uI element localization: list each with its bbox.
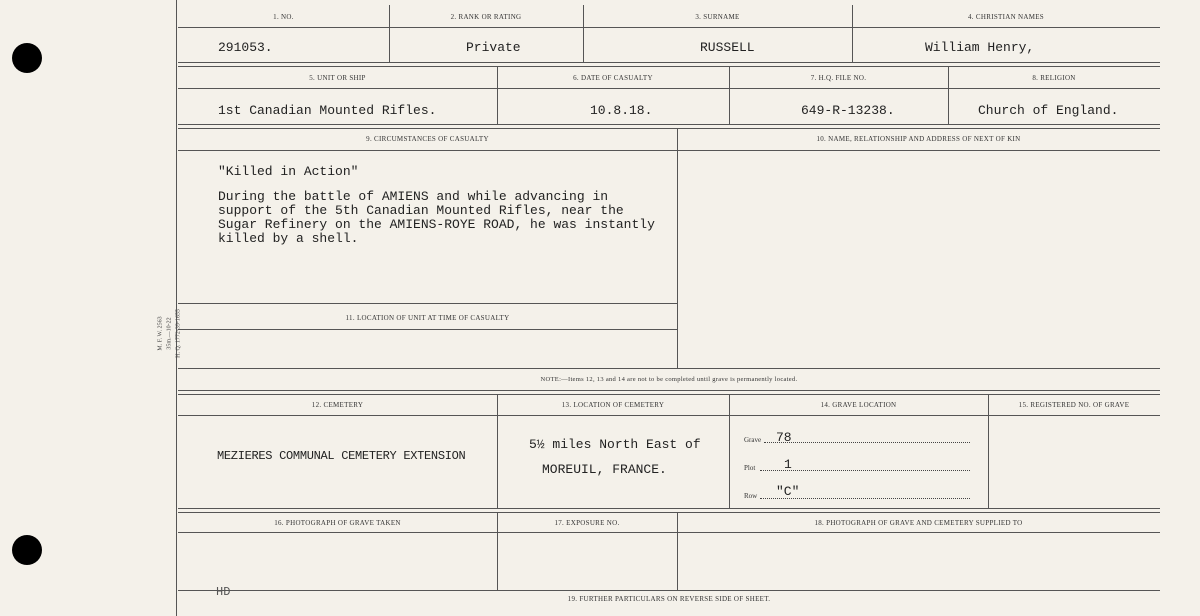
rule [178,368,1160,369]
header-file: 7. H.Q. FILE NO. [810,74,867,82]
plot-label: Plot [744,464,756,472]
line: During the battle of AMIENS and while advancing in [218,189,609,204]
margin-text: 35m.—10-22 [166,317,173,350]
rule [178,508,1160,513]
circumstances-title: "Killed in Action" [218,164,359,179]
grave-label: Grave [744,436,762,444]
rank: Private [466,40,521,55]
religion: Church of England. [978,103,1119,118]
header-grave-location: 14. GRAVE LOCATION [820,401,897,409]
margin-text: H. Q. 1772-39-1655 [175,309,182,358]
header-next-of-kin: 10. NAME, RELATIONSHIP AND ADDRESS OF NEXT OF KIN [816,135,1021,143]
file-number: 649-R-13238. [801,103,895,118]
dotted-rule [764,442,970,443]
rule [178,590,1160,591]
row-label: Row [744,492,758,500]
cemetery-location-line1: 5½ miles North East of [529,437,701,452]
rule [497,394,498,508]
header-religion: 8. RELIGION [1032,74,1076,82]
rule [178,532,1160,533]
header-surname: 3. SURNAME [695,13,740,21]
cemetery-location-line2: MOREUIL, FRANCE. [542,462,667,477]
header-unit: 5. UNIT OR SHIP [309,74,366,82]
date-of-casualty: 10.8.18. [590,103,653,118]
header-rank: 2. RANK OR RATING [450,13,522,21]
line: Sugar Refinery on the AMIENS-ROYE ROAD, he was instantly [218,217,655,232]
grave-number: 78 [776,430,792,445]
rule [677,128,678,368]
header-exposure: 17. EXPOSURE NO. [554,519,620,527]
further-particulars: 19. FURTHER PARTICULARS ON REVERSE SIDE OF SHEET. [567,595,771,603]
header-christian-names: 4. CHRISTIAN NAMES [968,13,1044,21]
row-value: "C" [776,484,800,499]
header-photo-supplied: 18. PHOTOGRAPH OF GRAVE AND CEMETERY SUPPLIED TO [814,519,1023,527]
surname: RUSSELL [700,40,755,55]
punch-hole [12,535,42,565]
rule [988,394,989,508]
initials: HD [216,585,231,599]
header-date: 6. DATE OF CASUALTY [573,74,653,82]
plot-number: 1 [784,457,792,472]
unit: 1st Canadian Mounted Rifles. [218,103,437,118]
header-photo-taken: 16. PHOTOGRAPH OF GRAVE TAKEN [274,519,401,527]
circumstances-text [218,190,655,246]
header-cemetery: 12. CEMETERY [311,401,364,409]
rule [178,415,1160,416]
christian-names: William Henry, [925,40,1035,55]
rule [178,329,677,330]
header-circumstances: 9. CIRCUMSTANCES OF CASUALTY [366,135,489,143]
header-cemetery-location: 13. LOCATION OF CEMETERY [561,401,665,409]
rule [178,390,1160,395]
margin-text: M. F. W. 2563 [157,316,164,351]
rule [178,124,1160,129]
line: support of the 5th Canadian Mounted Rifles, near the [218,203,624,218]
note: NOTE:—Items 12, 13 and 14 are not to be completed until grave is permanently located. [540,376,798,383]
line: killed by a shell. [218,231,359,246]
service-number: 291053. [218,40,273,55]
rule [178,88,1160,89]
header-location-of-unit: 11. LOCATION OF UNIT AT TIME OF CASUALTY [345,314,510,322]
rule [729,394,730,508]
rule [178,62,1160,67]
punch-hole [12,43,42,73]
header-registered-no: 15. REGISTERED NO. OF GRAVE [1018,401,1130,409]
header-no: 1. NO. [273,13,294,21]
rule [178,303,677,304]
rule [178,27,1160,28]
rule [178,150,1160,151]
cemetery-name: MEZIERES COMMUNAL CEMETERY EXTENSION [217,449,466,463]
